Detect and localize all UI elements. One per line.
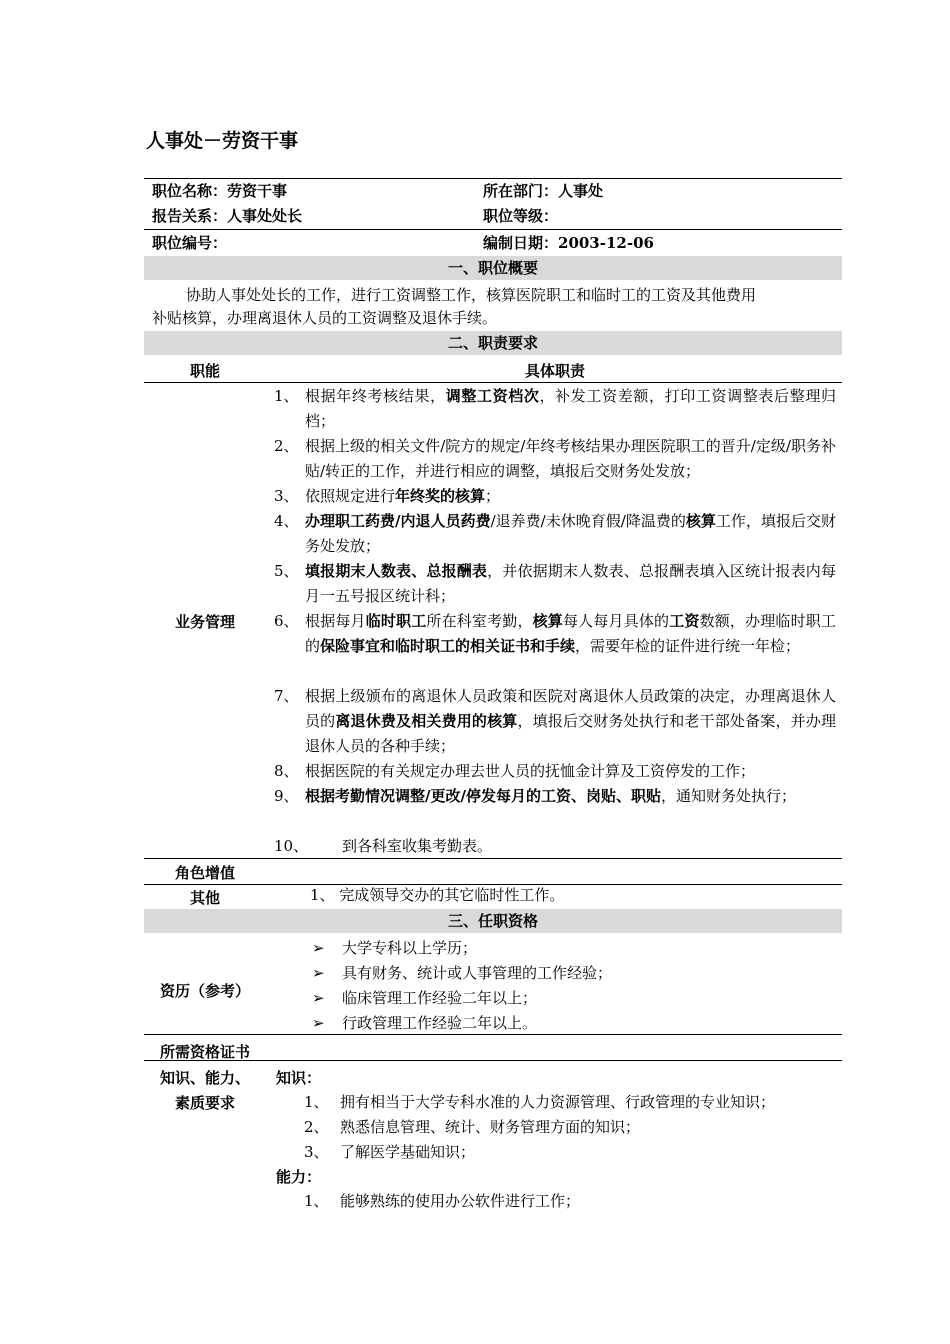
duty-text-run: ，并依据期末人数表、总报酬表填入区统计报表内每月一五号报区统计科； <box>305 562 836 605</box>
duty-emphasis: 临时职工 <box>365 612 427 630</box>
duty-text-run: ，填报后交财务处执行和老干部处备案，并办理退休人员的各种手续； <box>305 712 836 755</box>
duty-number: 2、 <box>274 437 299 455</box>
arrow-bullet-icon: ➢ <box>312 989 325 1007</box>
duty-emphasis: 根据考勤情况调整/更改/停发每月的工资、岗贴、职贴 <box>305 787 661 805</box>
duty-text-run: 根据上级的相关文件/院方的规定/年终考核结果办理医院职工的晋升/定级/职务补贴/转正的工作，并进行相应的调整，填报后交财务处发放； <box>305 437 836 480</box>
duty-emphasis: 工资 <box>669 612 700 630</box>
divider <box>144 858 842 859</box>
duty-text <box>305 509 836 559</box>
duty-number: 9、 <box>274 787 299 805</box>
duty-text-run: 根据年终考核结果， <box>305 387 446 405</box>
table-top-border <box>144 178 842 179</box>
duty-number: 10、 <box>274 837 309 855</box>
duty-item <box>274 384 836 434</box>
summary-line-1: 协助人事处处长的工作，进行工资调整工作，核算医院职工和临时工的工资及其他费用 <box>186 286 757 304</box>
duty-number: 5、 <box>274 562 299 580</box>
knowledge-item <box>304 1141 475 1162</box>
arrow-bullet-icon: ➢ <box>312 1014 325 1032</box>
resume-item-text: 行政管理工作经验二年以上。 <box>342 1014 538 1032</box>
divider <box>144 1060 842 1061</box>
ability-title: 能力： <box>276 1168 322 1186</box>
duty-text-run: ，补发工资差额，打印工资调整表后整理归档； <box>305 387 836 430</box>
duty-number: 4、 <box>274 512 299 530</box>
duty-text-run: /退养费/未休晚育假/降温费的 <box>490 512 686 530</box>
duty-text-run: 根据上级颁布的离退休人员政策和医院对离退休人员政策的决定，办理离退休人员的 <box>305 687 836 730</box>
certificate-label: 所需资格证书 <box>159 1043 250 1061</box>
divider <box>144 229 842 230</box>
knowledge-item-number: 2、 <box>304 1118 329 1136</box>
business-management-label: 业务管理 <box>174 613 235 631</box>
ability-item <box>304 1190 580 1211</box>
resume-item <box>312 1012 537 1033</box>
duty-emphasis: 离退休费及相关费用的核算 <box>335 712 518 730</box>
knowledge-item <box>304 1116 640 1137</box>
duty-emphasis: 核算 <box>532 612 563 630</box>
duty-text <box>305 484 836 509</box>
duty-emphasis: 调整工资档次 <box>445 387 540 405</box>
position-name: 职位名称：劳资干事 <box>152 182 288 200</box>
resume-item <box>312 987 537 1008</box>
duty-text <box>305 684 836 759</box>
resume-item-text: 大学专科以上学历； <box>342 939 478 957</box>
section-2-header: 二、职责要求 <box>144 331 842 355</box>
duty-emphasis: 办理职工药费/内退人员药费 <box>305 512 491 530</box>
duty-text-run: 工作，填报后交财务处发放； <box>305 512 836 555</box>
duty-text-run: ，通知财务处执行； <box>660 787 796 805</box>
ability-item-text: 能够熟练的使用办公软件进行工作； <box>340 1192 581 1210</box>
duty-number: 8、 <box>274 762 299 780</box>
knowledge-title: 知识： <box>276 1069 322 1087</box>
arrow-bullet-icon: ➢ <box>312 939 325 957</box>
duty-emphasis: 保险事宜和临时职工的相关证书和手续 <box>320 637 576 655</box>
duty-item <box>274 834 836 859</box>
duty-item <box>274 484 836 509</box>
knowledge-item-number: 3、 <box>304 1143 329 1161</box>
duty-text <box>305 759 836 784</box>
compile-date: 编制日期：2003-12-06 <box>483 234 654 252</box>
divider <box>144 382 842 383</box>
duty-item <box>274 559 836 609</box>
duty-text <box>342 834 836 859</box>
ksa-label-line-2: 素质要求 <box>174 1094 235 1112</box>
duty-text-run: 每人每月具体的 <box>562 612 670 630</box>
duty-text-run: 根据医院的有关规定办理去世人员的抚恤金计算及工资停发的工作； <box>305 762 756 780</box>
knowledge-item-text: 了解医学基础知识； <box>340 1143 476 1161</box>
duty-text <box>305 559 836 609</box>
duty-text <box>305 434 836 484</box>
role-value-label: 角色增值 <box>174 864 235 882</box>
duty-text-run: 到各科室收集考勤表。 <box>342 837 493 855</box>
ksa-label-line-1: 知识、能力、 <box>159 1069 250 1087</box>
arrow-bullet-icon: ➢ <box>312 964 325 982</box>
resume-item-text: 临床管理工作经验二年以上； <box>342 989 538 1007</box>
resume-item-text: 具有财务、统计或人事管理的工作经验； <box>342 964 613 982</box>
other-label: 其他 <box>189 889 220 907</box>
divider <box>144 1034 842 1035</box>
duty-item <box>274 609 836 659</box>
knowledge-item <box>304 1091 775 1112</box>
duty-text-run: ； <box>485 487 501 505</box>
duty-number: 1、 <box>274 387 299 405</box>
duty-item <box>274 434 836 484</box>
resume-item <box>312 937 477 958</box>
duty-number: 6、 <box>274 612 299 630</box>
section-3-header: 三、任职资格 <box>144 909 842 933</box>
duty-text-run: 所在科室考勤， <box>426 612 533 630</box>
duty-number: 7、 <box>274 687 299 705</box>
duty-item <box>274 784 836 809</box>
knowledge-item-text: 熟悉信息管理、统计、财务管理方面的知识； <box>340 1118 641 1136</box>
column-header-function: 职能 <box>189 362 220 380</box>
duty-text-run: 依照规定进行 <box>305 487 396 505</box>
duty-emphasis: 填报期末人数表、总报酬表 <box>305 562 488 580</box>
page-title: 人事处－劳资干事 <box>146 130 299 152</box>
duty-item <box>274 684 836 759</box>
other-duty: 1、 完成领导交办的其它临时性工作。 <box>310 886 565 904</box>
ability-item-number: 1、 <box>304 1192 329 1210</box>
duty-text <box>305 609 836 659</box>
resume-label: 资历（参考） <box>159 982 250 1000</box>
report-to: 报告关系：人事处处长 <box>152 207 303 225</box>
duty-item <box>274 509 836 559</box>
duty-text-run: ，需要年检的证件进行统一年检； <box>575 637 801 655</box>
department: 所在部门：人事处 <box>483 182 604 200</box>
knowledge-item-text: 拥有相当于大学专科水准的人力资源管理、行政管理的专业知识； <box>340 1093 776 1111</box>
duty-text-run: 数额，办理临时职工的 <box>305 612 836 655</box>
resume-item <box>312 962 612 983</box>
duty-text-run: 根据每月 <box>305 612 366 630</box>
duty-item <box>274 759 836 784</box>
duty-text <box>305 384 836 434</box>
duty-emphasis: 核算 <box>685 512 716 530</box>
section-1-header: 一、职位概要 <box>144 256 842 280</box>
column-header-duties: 具体职责 <box>524 362 585 380</box>
duty-number: 3、 <box>274 487 299 505</box>
knowledge-item-number: 1、 <box>304 1093 329 1111</box>
duty-emphasis: 年终奖的核算 <box>395 487 486 505</box>
position-code: 职位编号： <box>152 234 228 252</box>
duty-text <box>305 784 836 809</box>
position-level: 职位等级： <box>483 207 559 225</box>
summary-line-2: 补贴核算，办理离退休人员的工资调整及退休手续。 <box>152 309 498 327</box>
